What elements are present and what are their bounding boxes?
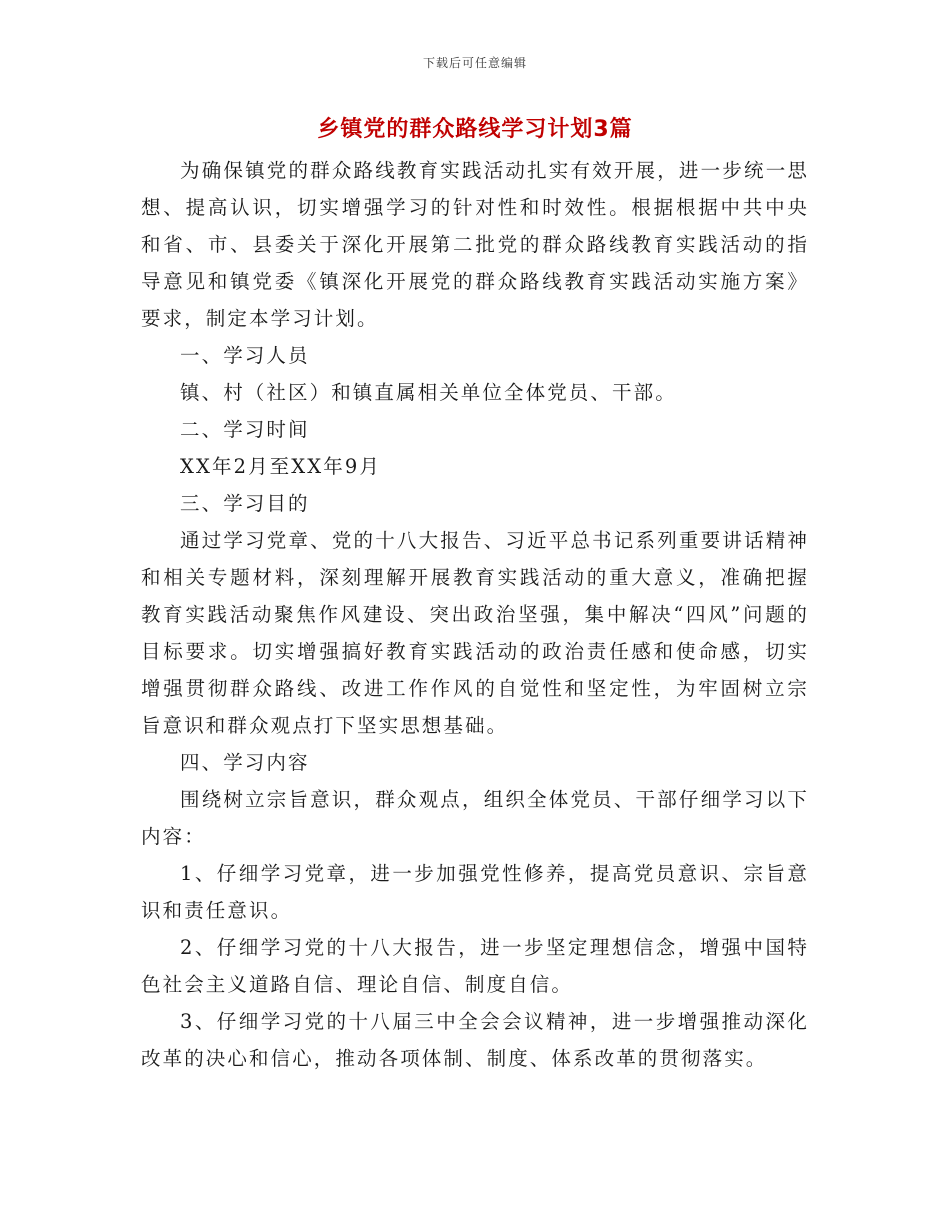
paragraph-intro: 为确保镇党的群众路线教育实践活动扎实有效开展，进一步统一思想、提高认识，切实增强学习的针对性和时效性。根据根据中共中央和省、市、县委关于深化开展第二批党的群众路线教育实践活动的指导意见和镇党委《镇深化开展党的群众路线教育实践活动实施方案》要求，制定本学习计划。 bbox=[141, 159, 809, 330]
heading-schedule: 二、学习时间 bbox=[180, 418, 310, 441]
heading-purpose: 三、学习目的 bbox=[180, 492, 310, 515]
document-body bbox=[141, 152, 809, 1077]
paragraph-participants: 镇、村（社区）和镇直属相关单位全体党员、干部。 bbox=[180, 381, 677, 404]
paragraph-purpose: 通过学习党章、党的十八大报告、习近平总书记系列重要讲话精神和相关专题材料，深刻理解开展教育实践活动的重大意义，准确把握教育实践活动聚焦作风建设、突出政治坚强，集中解决“四风”问题的目标要求。切实增强搞好教育实践活动的政治责任感和使命感，切实增强贯彻群众路线、改进工作作风的自觉性和坚定性，为牢固树立宗旨意识和群众观点打下坚实思想基础。 bbox=[141, 529, 809, 737]
heading-content: 四、学习内容 bbox=[180, 751, 310, 774]
heading-participants: 一、学习人员 bbox=[180, 344, 310, 367]
document-title: 乡镇党的群众路线学习计划3篇 bbox=[317, 117, 633, 142]
paragraph-schedule: XX年2月至XX年9月 bbox=[180, 455, 381, 478]
header-note: 下载后可任意编辑 bbox=[422, 56, 527, 70]
paragraph-content-intro: 围绕树立宗旨意识，群众观点，组织全体党员、干部仔细学习以下内容： bbox=[141, 788, 809, 848]
list-item-3: 3、仔细学习党的十八届三中全会会议精神，进一步增强推动深化改革的决心和信心，推动各项体制、制度、体系改革的贯彻落实。 bbox=[141, 1010, 809, 1070]
list-item-2: 2、仔细学习党的十八大报告，进一步坚定理想信念，增强中国特色社会主义道路自信、理论自信、制度自信。 bbox=[141, 936, 809, 996]
list-item-1: 1、仔细学习党章，进一步加强党性修养，提高党员意识、宗旨意识和责任意识。 bbox=[141, 862, 809, 922]
